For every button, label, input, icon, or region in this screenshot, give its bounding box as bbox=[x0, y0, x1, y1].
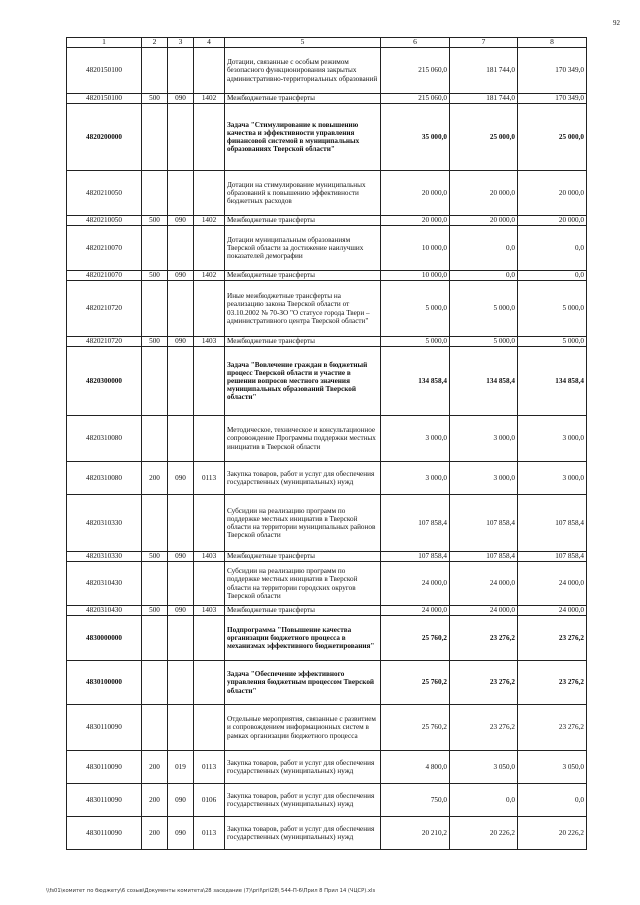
admin-code-cell bbox=[168, 562, 194, 606]
amount-year-2-cell: 5 000,0 bbox=[450, 281, 518, 337]
item-name-cell: Задача "Обеспечение эффективного управления бюджетным процессом Тверской области" bbox=[225, 661, 381, 705]
table-row bbox=[67, 271, 587, 281]
section-code-cell: 0113 bbox=[194, 751, 225, 784]
section-code-cell: 1402 bbox=[194, 271, 225, 281]
table-body bbox=[67, 48, 587, 850]
admin-code-cell: 090 bbox=[168, 216, 194, 226]
table-row bbox=[67, 281, 587, 337]
classification-code-cell: 4820210720 bbox=[67, 281, 142, 337]
expense-type-cell bbox=[142, 416, 168, 462]
amount-year-3-cell: 24 000,0 bbox=[518, 606, 587, 616]
expense-type-cell bbox=[142, 495, 168, 552]
section-code-cell: 1403 bbox=[194, 337, 225, 347]
amount-year-2-cell: 20 000,0 bbox=[450, 216, 518, 226]
amount-year-2-cell: 20 000,0 bbox=[450, 171, 518, 216]
classification-code-cell: 4820150100 bbox=[67, 48, 142, 94]
amount-year-2-cell: 24 000,0 bbox=[450, 606, 518, 616]
classification-code-cell: 4820310080 bbox=[67, 416, 142, 462]
header-col-2: 2 bbox=[142, 38, 168, 48]
amount-year-1-cell: 25 760,2 bbox=[381, 616, 450, 661]
admin-code-cell: 090 bbox=[168, 462, 194, 495]
amount-year-2-cell: 23 276,2 bbox=[450, 616, 518, 661]
item-name-cell: Субсидии на реализацию программ по поддержке местных инициатив в Тверской области на территории городских округов Тверской области bbox=[225, 562, 381, 606]
section-code-cell bbox=[194, 416, 225, 462]
amount-year-3-cell: 24 000,0 bbox=[518, 562, 587, 606]
amount-year-2-cell: 24 000,0 bbox=[450, 562, 518, 606]
header-col-4: 4 bbox=[194, 38, 225, 48]
amount-year-1-cell: 750,0 bbox=[381, 784, 450, 817]
classification-code-cell: 4820210050 bbox=[67, 171, 142, 216]
amount-year-3-cell: 20 000,0 bbox=[518, 171, 587, 216]
amount-year-1-cell: 24 000,0 bbox=[381, 606, 450, 616]
expense-type-cell: 500 bbox=[142, 94, 168, 104]
section-code-cell bbox=[194, 616, 225, 661]
amount-year-3-cell: 23 276,2 bbox=[518, 661, 587, 705]
amount-year-3-cell: 0,0 bbox=[518, 226, 587, 271]
table-row bbox=[67, 495, 587, 552]
admin-code-cell bbox=[168, 616, 194, 661]
expense-type-cell bbox=[142, 104, 168, 171]
table-row bbox=[67, 416, 587, 462]
expense-type-cell: 200 bbox=[142, 817, 168, 850]
table-row bbox=[67, 48, 587, 94]
amount-year-3-cell: 20 226,2 bbox=[518, 817, 587, 850]
item-name-cell: Межбюджетные трансферты bbox=[225, 552, 381, 562]
classification-code-cell: 4830110090 bbox=[67, 817, 142, 850]
classification-code-cell: 4820200000 bbox=[67, 104, 142, 171]
amount-year-1-cell: 107 858,4 bbox=[381, 552, 450, 562]
item-name-cell: Межбюджетные трансферты bbox=[225, 94, 381, 104]
table-row bbox=[67, 552, 587, 562]
classification-code-cell: 4830110090 bbox=[67, 705, 142, 751]
admin-code-cell: 090 bbox=[168, 552, 194, 562]
classification-code-cell: 4820150100 bbox=[67, 94, 142, 104]
admin-code-cell bbox=[168, 495, 194, 552]
classification-code-cell: 4830110090 bbox=[67, 751, 142, 784]
amount-year-3-cell: 170 349,0 bbox=[518, 94, 587, 104]
amount-year-1-cell: 4 800,0 bbox=[381, 751, 450, 784]
amount-year-2-cell: 107 858,4 bbox=[450, 495, 518, 552]
admin-code-cell bbox=[168, 48, 194, 94]
amount-year-1-cell: 215 060,0 bbox=[381, 94, 450, 104]
amount-year-2-cell: 3 000,0 bbox=[450, 416, 518, 462]
amount-year-2-cell: 23 276,2 bbox=[450, 705, 518, 751]
item-name-cell: Закупка товаров, работ и услуг для обеспечения государственных (муниципальных) нужд bbox=[225, 784, 381, 817]
expense-type-cell bbox=[142, 347, 168, 416]
amount-year-3-cell: 107 858,4 bbox=[518, 495, 587, 552]
classification-code-cell: 4820210070 bbox=[67, 226, 142, 271]
table-row bbox=[67, 337, 587, 347]
classification-code-cell: 4820310330 bbox=[67, 552, 142, 562]
admin-code-cell: 090 bbox=[168, 94, 194, 104]
table-row bbox=[67, 347, 587, 416]
table-header-row bbox=[67, 38, 587, 48]
header-col-1: 1 bbox=[67, 38, 142, 48]
amount-year-3-cell: 5 000,0 bbox=[518, 281, 587, 337]
admin-code-cell bbox=[168, 661, 194, 705]
amount-year-1-cell: 24 000,0 bbox=[381, 562, 450, 606]
admin-code-cell: 090 bbox=[168, 817, 194, 850]
amount-year-3-cell: 170 349,0 bbox=[518, 48, 587, 94]
amount-year-1-cell: 35 000,0 bbox=[381, 104, 450, 171]
table-row bbox=[67, 226, 587, 271]
header-col-5: 5 bbox=[225, 38, 381, 48]
section-code-cell bbox=[194, 705, 225, 751]
section-code-cell bbox=[194, 226, 225, 271]
section-code-cell: 1402 bbox=[194, 216, 225, 226]
item-name-cell: Закупка товаров, работ и услуг для обеспечения государственных (муниципальных) нужд bbox=[225, 462, 381, 495]
amount-year-3-cell: 134 858,4 bbox=[518, 347, 587, 416]
footer-file-path: \\fs01\комитет по бюджету\6 созыв\Документы комитета\28 заседание (7)\pril\pril28\ 544-П-6\Прил 8 Прил 14 (ЧЦСР).xls bbox=[46, 888, 376, 894]
classification-code-cell: 4830100000 bbox=[67, 661, 142, 705]
classification-code-cell: 4820310080 bbox=[67, 462, 142, 495]
amount-year-1-cell: 20 210,2 bbox=[381, 817, 450, 850]
amount-year-1-cell: 20 000,0 bbox=[381, 216, 450, 226]
classification-code-cell: 4830110090 bbox=[67, 784, 142, 817]
item-name-cell: Иные межбюджетные трансферты на реализацию закона Тверской области от 03.10.2002 № 70-ЗО "О статусе города Твери – административного центра Тверской области" bbox=[225, 281, 381, 337]
section-code-cell bbox=[194, 171, 225, 216]
item-name-cell: Дотации муниципальным образованиям Тверской области за достижение наилучших показателей демографии bbox=[225, 226, 381, 271]
amount-year-2-cell: 3 050,0 bbox=[450, 751, 518, 784]
amount-year-2-cell: 20 226,2 bbox=[450, 817, 518, 850]
budget-table bbox=[66, 37, 587, 850]
amount-year-3-cell: 0,0 bbox=[518, 271, 587, 281]
admin-code-cell: 090 bbox=[168, 337, 194, 347]
admin-code-cell bbox=[168, 416, 194, 462]
classification-code-cell: 4820210050 bbox=[67, 216, 142, 226]
expense-type-cell bbox=[142, 281, 168, 337]
expense-type-cell bbox=[142, 226, 168, 271]
classification-code-cell: 4820210720 bbox=[67, 337, 142, 347]
expense-type-cell bbox=[142, 616, 168, 661]
item-name-cell: Закупка товаров, работ и услуг для обеспечения государственных (муниципальных) нужд bbox=[225, 751, 381, 784]
admin-code-cell: 090 bbox=[168, 606, 194, 616]
amount-year-1-cell: 134 858,4 bbox=[381, 347, 450, 416]
amount-year-1-cell: 3 000,0 bbox=[381, 462, 450, 495]
amount-year-3-cell: 3 050,0 bbox=[518, 751, 587, 784]
classification-code-cell: 4820310430 bbox=[67, 562, 142, 606]
page-number: 92 bbox=[613, 19, 620, 27]
table-row bbox=[67, 705, 587, 751]
expense-type-cell bbox=[142, 705, 168, 751]
section-code-cell bbox=[194, 562, 225, 606]
table-row bbox=[67, 606, 587, 616]
item-name-cell: Дотации на стимулирование муниципальных образований к повышению эффективности бюджетных расходов bbox=[225, 171, 381, 216]
expense-type-cell bbox=[142, 171, 168, 216]
amount-year-3-cell: 25 000,0 bbox=[518, 104, 587, 171]
expense-type-cell bbox=[142, 48, 168, 94]
amount-year-2-cell: 0,0 bbox=[450, 271, 518, 281]
expense-type-cell bbox=[142, 562, 168, 606]
amount-year-1-cell: 5 000,0 bbox=[381, 337, 450, 347]
table-row bbox=[67, 661, 587, 705]
item-name-cell: Межбюджетные трансферты bbox=[225, 337, 381, 347]
amount-year-2-cell: 25 000,0 bbox=[450, 104, 518, 171]
item-name-cell: Субсидии на реализацию программ по поддержке местных инициатив в Тверской области на территории муниципальных районов Тверской области bbox=[225, 495, 381, 552]
item-name-cell: Задача "Вовлечение граждан в бюджетный процесс Тверской области и участие в решении вопросов местного значения муниципальных образований Тверской области" bbox=[225, 347, 381, 416]
amount-year-1-cell: 25 760,2 bbox=[381, 705, 450, 751]
section-code-cell bbox=[194, 347, 225, 416]
table-row bbox=[67, 784, 587, 817]
admin-code-cell bbox=[168, 347, 194, 416]
expense-type-cell: 200 bbox=[142, 751, 168, 784]
classification-code-cell: 4820310330 bbox=[67, 495, 142, 552]
expense-type-cell: 500 bbox=[142, 216, 168, 226]
amount-year-3-cell: 3 000,0 bbox=[518, 462, 587, 495]
header-col-7: 7 bbox=[450, 38, 518, 48]
amount-year-2-cell: 23 276,2 bbox=[450, 661, 518, 705]
table-row bbox=[67, 216, 587, 226]
section-code-cell: 1403 bbox=[194, 606, 225, 616]
amount-year-3-cell: 20 000,0 bbox=[518, 216, 587, 226]
amount-year-2-cell: 5 000,0 bbox=[450, 337, 518, 347]
expense-type-cell: 500 bbox=[142, 552, 168, 562]
section-code-cell bbox=[194, 495, 225, 552]
table-row bbox=[67, 562, 587, 606]
amount-year-3-cell: 3 000,0 bbox=[518, 416, 587, 462]
item-name-cell: Межбюджетные трансферты bbox=[225, 216, 381, 226]
item-name-cell: Межбюджетные трансферты bbox=[225, 606, 381, 616]
amount-year-2-cell: 107 858,4 bbox=[450, 552, 518, 562]
classification-code-cell: 4830000000 bbox=[67, 616, 142, 661]
header-col-8: 8 bbox=[518, 38, 587, 48]
amount-year-3-cell: 0,0 bbox=[518, 784, 587, 817]
amount-year-1-cell: 20 000,0 bbox=[381, 171, 450, 216]
header-col-3: 3 bbox=[168, 38, 194, 48]
admin-code-cell: 090 bbox=[168, 784, 194, 817]
amount-year-2-cell: 0,0 bbox=[450, 226, 518, 271]
amount-year-1-cell: 25 760,2 bbox=[381, 661, 450, 705]
item-name-cell: Задача "Стимулирование к повышению качества и эффективности управления финансовой системой в муниципальных образованиях Тверской области" bbox=[225, 104, 381, 171]
section-code-cell bbox=[194, 48, 225, 94]
section-code-cell: 0113 bbox=[194, 817, 225, 850]
expense-type-cell: 200 bbox=[142, 462, 168, 495]
admin-code-cell bbox=[168, 705, 194, 751]
amount-year-1-cell: 5 000,0 bbox=[381, 281, 450, 337]
expense-type-cell: 500 bbox=[142, 606, 168, 616]
admin-code-cell bbox=[168, 281, 194, 337]
item-name-cell: Отдельные мероприятия, связанные с развитием и сопровождением информационных систем в рамках организации бюджетного процесса bbox=[225, 705, 381, 751]
section-code-cell: 0106 bbox=[194, 784, 225, 817]
section-code-cell bbox=[194, 661, 225, 705]
admin-code-cell: 090 bbox=[168, 271, 194, 281]
section-code-cell: 1402 bbox=[194, 94, 225, 104]
admin-code-cell bbox=[168, 171, 194, 216]
admin-code-cell: 019 bbox=[168, 751, 194, 784]
table-row bbox=[67, 462, 587, 495]
expense-type-cell bbox=[142, 661, 168, 705]
header-col-6: 6 bbox=[381, 38, 450, 48]
expense-type-cell: 200 bbox=[142, 784, 168, 817]
amount-year-2-cell: 134 858,4 bbox=[450, 347, 518, 416]
amount-year-2-cell: 181 744,0 bbox=[450, 48, 518, 94]
classification-code-cell: 4820210070 bbox=[67, 271, 142, 281]
table-row bbox=[67, 104, 587, 171]
expense-type-cell: 500 bbox=[142, 337, 168, 347]
expense-type-cell: 500 bbox=[142, 271, 168, 281]
table-row bbox=[67, 616, 587, 661]
amount-year-1-cell: 10 000,0 bbox=[381, 226, 450, 271]
table-row bbox=[67, 94, 587, 104]
item-name-cell: Методическое, техническое и консультационное сопровождение Программы поддержки местных инициатив в Тверской области bbox=[225, 416, 381, 462]
classification-code-cell: 4820310430 bbox=[67, 606, 142, 616]
table-row bbox=[67, 817, 587, 850]
admin-code-cell bbox=[168, 104, 194, 171]
amount-year-3-cell: 107 858,4 bbox=[518, 552, 587, 562]
item-name-cell: Дотации, связанные с особым режимом безопасного функционирования закрытых административно-территориальных образований bbox=[225, 48, 381, 94]
amount-year-1-cell: 107 858,4 bbox=[381, 495, 450, 552]
amount-year-2-cell: 181 744,0 bbox=[450, 94, 518, 104]
table-row bbox=[67, 171, 587, 216]
section-code-cell bbox=[194, 104, 225, 171]
classification-code-cell: 4820300000 bbox=[67, 347, 142, 416]
item-name-cell: Закупка товаров, работ и услуг для обеспечения государственных (муниципальных) нужд bbox=[225, 817, 381, 850]
amount-year-3-cell: 23 276,2 bbox=[518, 616, 587, 661]
amount-year-3-cell: 23 276,2 bbox=[518, 705, 587, 751]
section-code-cell: 0113 bbox=[194, 462, 225, 495]
section-code-cell bbox=[194, 281, 225, 337]
item-name-cell: Подпрограмма "Повышение качества организации бюджетного процесса в механизмах эффективного бюджетирования" bbox=[225, 616, 381, 661]
amount-year-3-cell: 5 000,0 bbox=[518, 337, 587, 347]
amount-year-1-cell: 10 000,0 bbox=[381, 271, 450, 281]
amount-year-2-cell: 0,0 bbox=[450, 784, 518, 817]
amount-year-1-cell: 215 060,0 bbox=[381, 48, 450, 94]
admin-code-cell bbox=[168, 226, 194, 271]
item-name-cell: Межбюджетные трансферты bbox=[225, 271, 381, 281]
section-code-cell: 1403 bbox=[194, 552, 225, 562]
table-row bbox=[67, 751, 587, 784]
amount-year-2-cell: 3 000,0 bbox=[450, 462, 518, 495]
amount-year-1-cell: 3 000,0 bbox=[381, 416, 450, 462]
